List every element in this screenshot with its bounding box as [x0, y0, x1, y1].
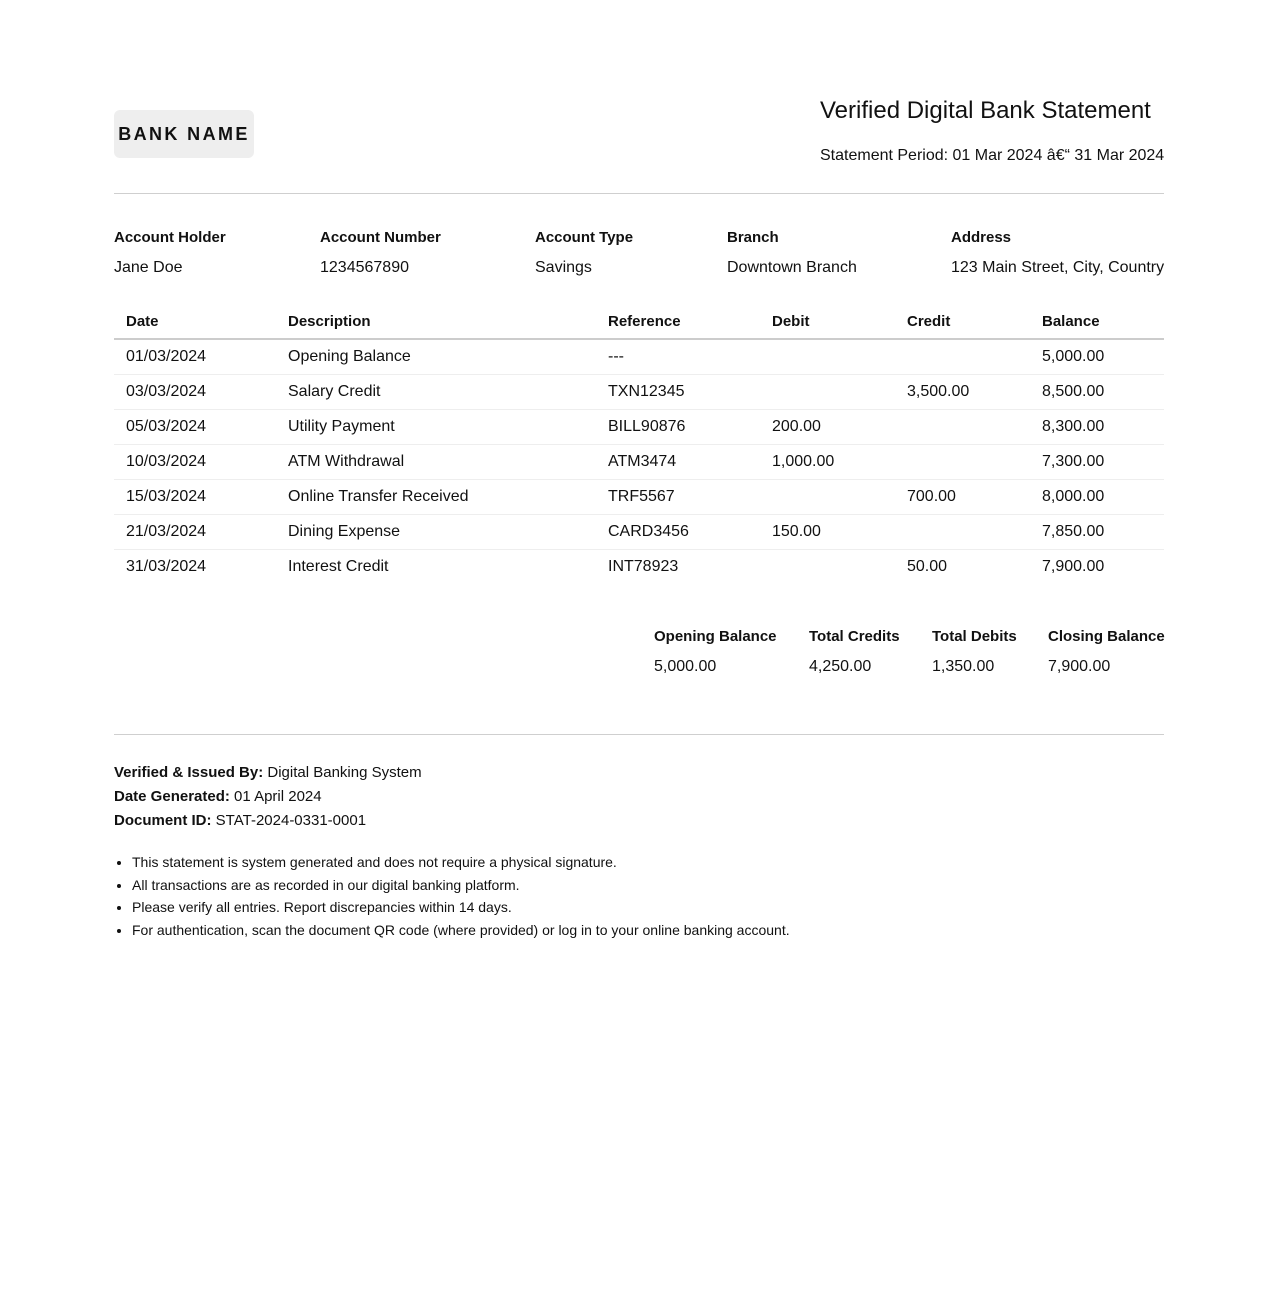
cell-reference: TXN12345: [596, 375, 760, 410]
document-id-line: [114, 809, 1164, 833]
cell-debit: [760, 375, 895, 410]
cell-reference: ---: [596, 339, 760, 375]
summary-opening-value: 5,000.00: [654, 658, 717, 675]
cell-credit: [895, 515, 1030, 550]
cell-date: 01/03/2024: [114, 339, 276, 375]
account-details: [114, 194, 1164, 304]
account-type-label: Account Type: [535, 229, 634, 246]
list-item: • Please verify all entries. Report discrepancies within 14 days.: [132, 896, 1164, 919]
cell-balance: 7,850.00: [1030, 515, 1164, 550]
summary-debits: [932, 628, 1017, 677]
cell-date: 03/03/2024: [114, 375, 276, 410]
date-generated-line: [114, 785, 1164, 809]
account-holder: [114, 229, 226, 278]
summary-credits-value: 4,250.00: [809, 658, 872, 675]
cell-credit: [895, 339, 1030, 375]
account-number: [320, 229, 441, 278]
table-row: [114, 339, 1164, 375]
account-number-label: Account Number: [320, 229, 441, 246]
branch-label: Branch: [727, 229, 779, 246]
summary-debits-value: 1,350.00: [932, 658, 995, 675]
table-row: [114, 480, 1164, 515]
cell-description: Utility Payment: [276, 410, 596, 445]
cell-reference: TRF5567: [596, 480, 760, 515]
cell-description: Interest Credit: [288, 558, 389, 575]
table-row: [114, 375, 1164, 410]
issue-details: [114, 761, 1164, 833]
cell-credit: [895, 410, 1030, 445]
address-label: Address: [951, 229, 1012, 246]
balance-summary: [114, 584, 1164, 735]
transactions-table: [114, 304, 1164, 584]
cell-debit: 200.00: [760, 410, 895, 445]
statement-notes: [114, 851, 1164, 941]
cell-balance: 7,300.00: [1030, 445, 1164, 480]
column-header-credit: Credit: [895, 304, 1030, 339]
branch-value: Downtown Branch: [727, 259, 857, 276]
branch: [727, 229, 857, 278]
document-id-value: STAT-2024-0331-0001: [215, 812, 367, 829]
cell-debit: 1,000.00: [760, 445, 895, 480]
table-row: [114, 410, 1164, 445]
cell-date: 05/03/2024: [114, 410, 276, 445]
cell-balance: 8,300.00: [1030, 410, 1164, 445]
cell-date: 31/03/2024: [126, 558, 207, 575]
account-holder-value: Jane Doe: [114, 259, 183, 276]
cell-balance: 8,500.00: [1030, 375, 1164, 410]
account-number-value: 1234567890: [320, 259, 409, 276]
issued-by-value: Digital Banking System: [267, 764, 422, 781]
document-id-label: Document ID:: [114, 812, 212, 829]
summary-closing-label: Closing Balance: [1048, 628, 1165, 645]
list-item: • All transactions are as recorded in our digital banking platform.: [132, 874, 1164, 897]
account-type: [535, 229, 633, 278]
cell-reference: BILL90876: [596, 410, 760, 445]
cell-reference: CARD3456: [596, 515, 760, 550]
issued-by-label: Verified & Issued By:: [114, 764, 264, 781]
column-header-reference: Reference: [596, 304, 760, 339]
address-value: 123 Main Street, City, Country: [951, 259, 1165, 276]
table-header-row: [114, 304, 1164, 339]
table-row: [114, 550, 1164, 585]
cell-description: Opening Balance: [276, 339, 596, 375]
account-holder-label: Account Holder: [114, 229, 226, 246]
column-header-date: Date: [114, 304, 276, 339]
bank-logo: BANK NAME: [114, 110, 254, 158]
cell-date: 10/03/2024: [114, 445, 276, 480]
cell-balance: 5,000.00: [1030, 339, 1164, 375]
summary-opening-label: Opening Balance: [654, 628, 777, 645]
cell-credit: 3,500.00: [895, 375, 1030, 410]
cell-debit: [760, 339, 895, 375]
summary-closing: [1048, 628, 1165, 677]
cell-reference: ATM3474: [596, 445, 760, 480]
cell-date: 21/03/2024: [114, 515, 276, 550]
bank-statement: [114, 0, 1164, 941]
statement-header: [114, 0, 1164, 194]
cell-description: Salary Credit: [276, 375, 596, 410]
cell-date: 15/03/2024: [114, 480, 276, 515]
cell-debit: [760, 550, 895, 585]
column-header-debit: Debit: [760, 304, 895, 339]
table-row: [114, 445, 1164, 480]
date-generated-label: Date Generated:: [114, 788, 230, 805]
summary-debits-label: Total Debits: [932, 628, 1017, 645]
list-item: • For authentication, scan the document QR code (where provided) or log in to your online banking account.: [132, 919, 1164, 942]
title-block: [820, 96, 1164, 166]
summary-closing-value: 7,900.00: [1048, 658, 1111, 675]
date-generated-value: 01 April 2024: [234, 788, 322, 805]
page-title: Verified Digital Bank Statement: [820, 97, 1151, 124]
cell-description: Dining Expense: [276, 515, 596, 550]
cell-description: ATM Withdrawal: [276, 445, 596, 480]
summary-opening: [654, 628, 777, 677]
cell-credit: 700.00: [895, 480, 1030, 515]
cell-description: Online Transfer Received: [276, 480, 596, 515]
cell-credit: [895, 445, 1030, 480]
column-header-description: Description: [276, 304, 596, 339]
cell-reference: INT78923: [608, 558, 679, 575]
cell-credit: 50.00: [907, 558, 948, 575]
cell-balance: 7,900.00: [1042, 558, 1105, 575]
issued-by-line: [114, 761, 1164, 785]
address: [951, 229, 1164, 278]
summary-credits: [809, 628, 900, 677]
summary-credits-label: Total Credits: [809, 628, 900, 645]
statement-period: Statement Period: 01 Mar 2024 â€“ 31 Mar 2024: [820, 147, 1165, 164]
column-header-balance: Balance: [1030, 304, 1164, 339]
account-type-value: Savings: [535, 259, 592, 276]
cell-debit: 150.00: [760, 515, 895, 550]
table-row: [114, 515, 1164, 550]
cell-balance: 8,000.00: [1030, 480, 1164, 515]
list-item: • This statement is system generated and does not require a physical signature.: [132, 851, 1164, 874]
cell-debit: [760, 480, 895, 515]
